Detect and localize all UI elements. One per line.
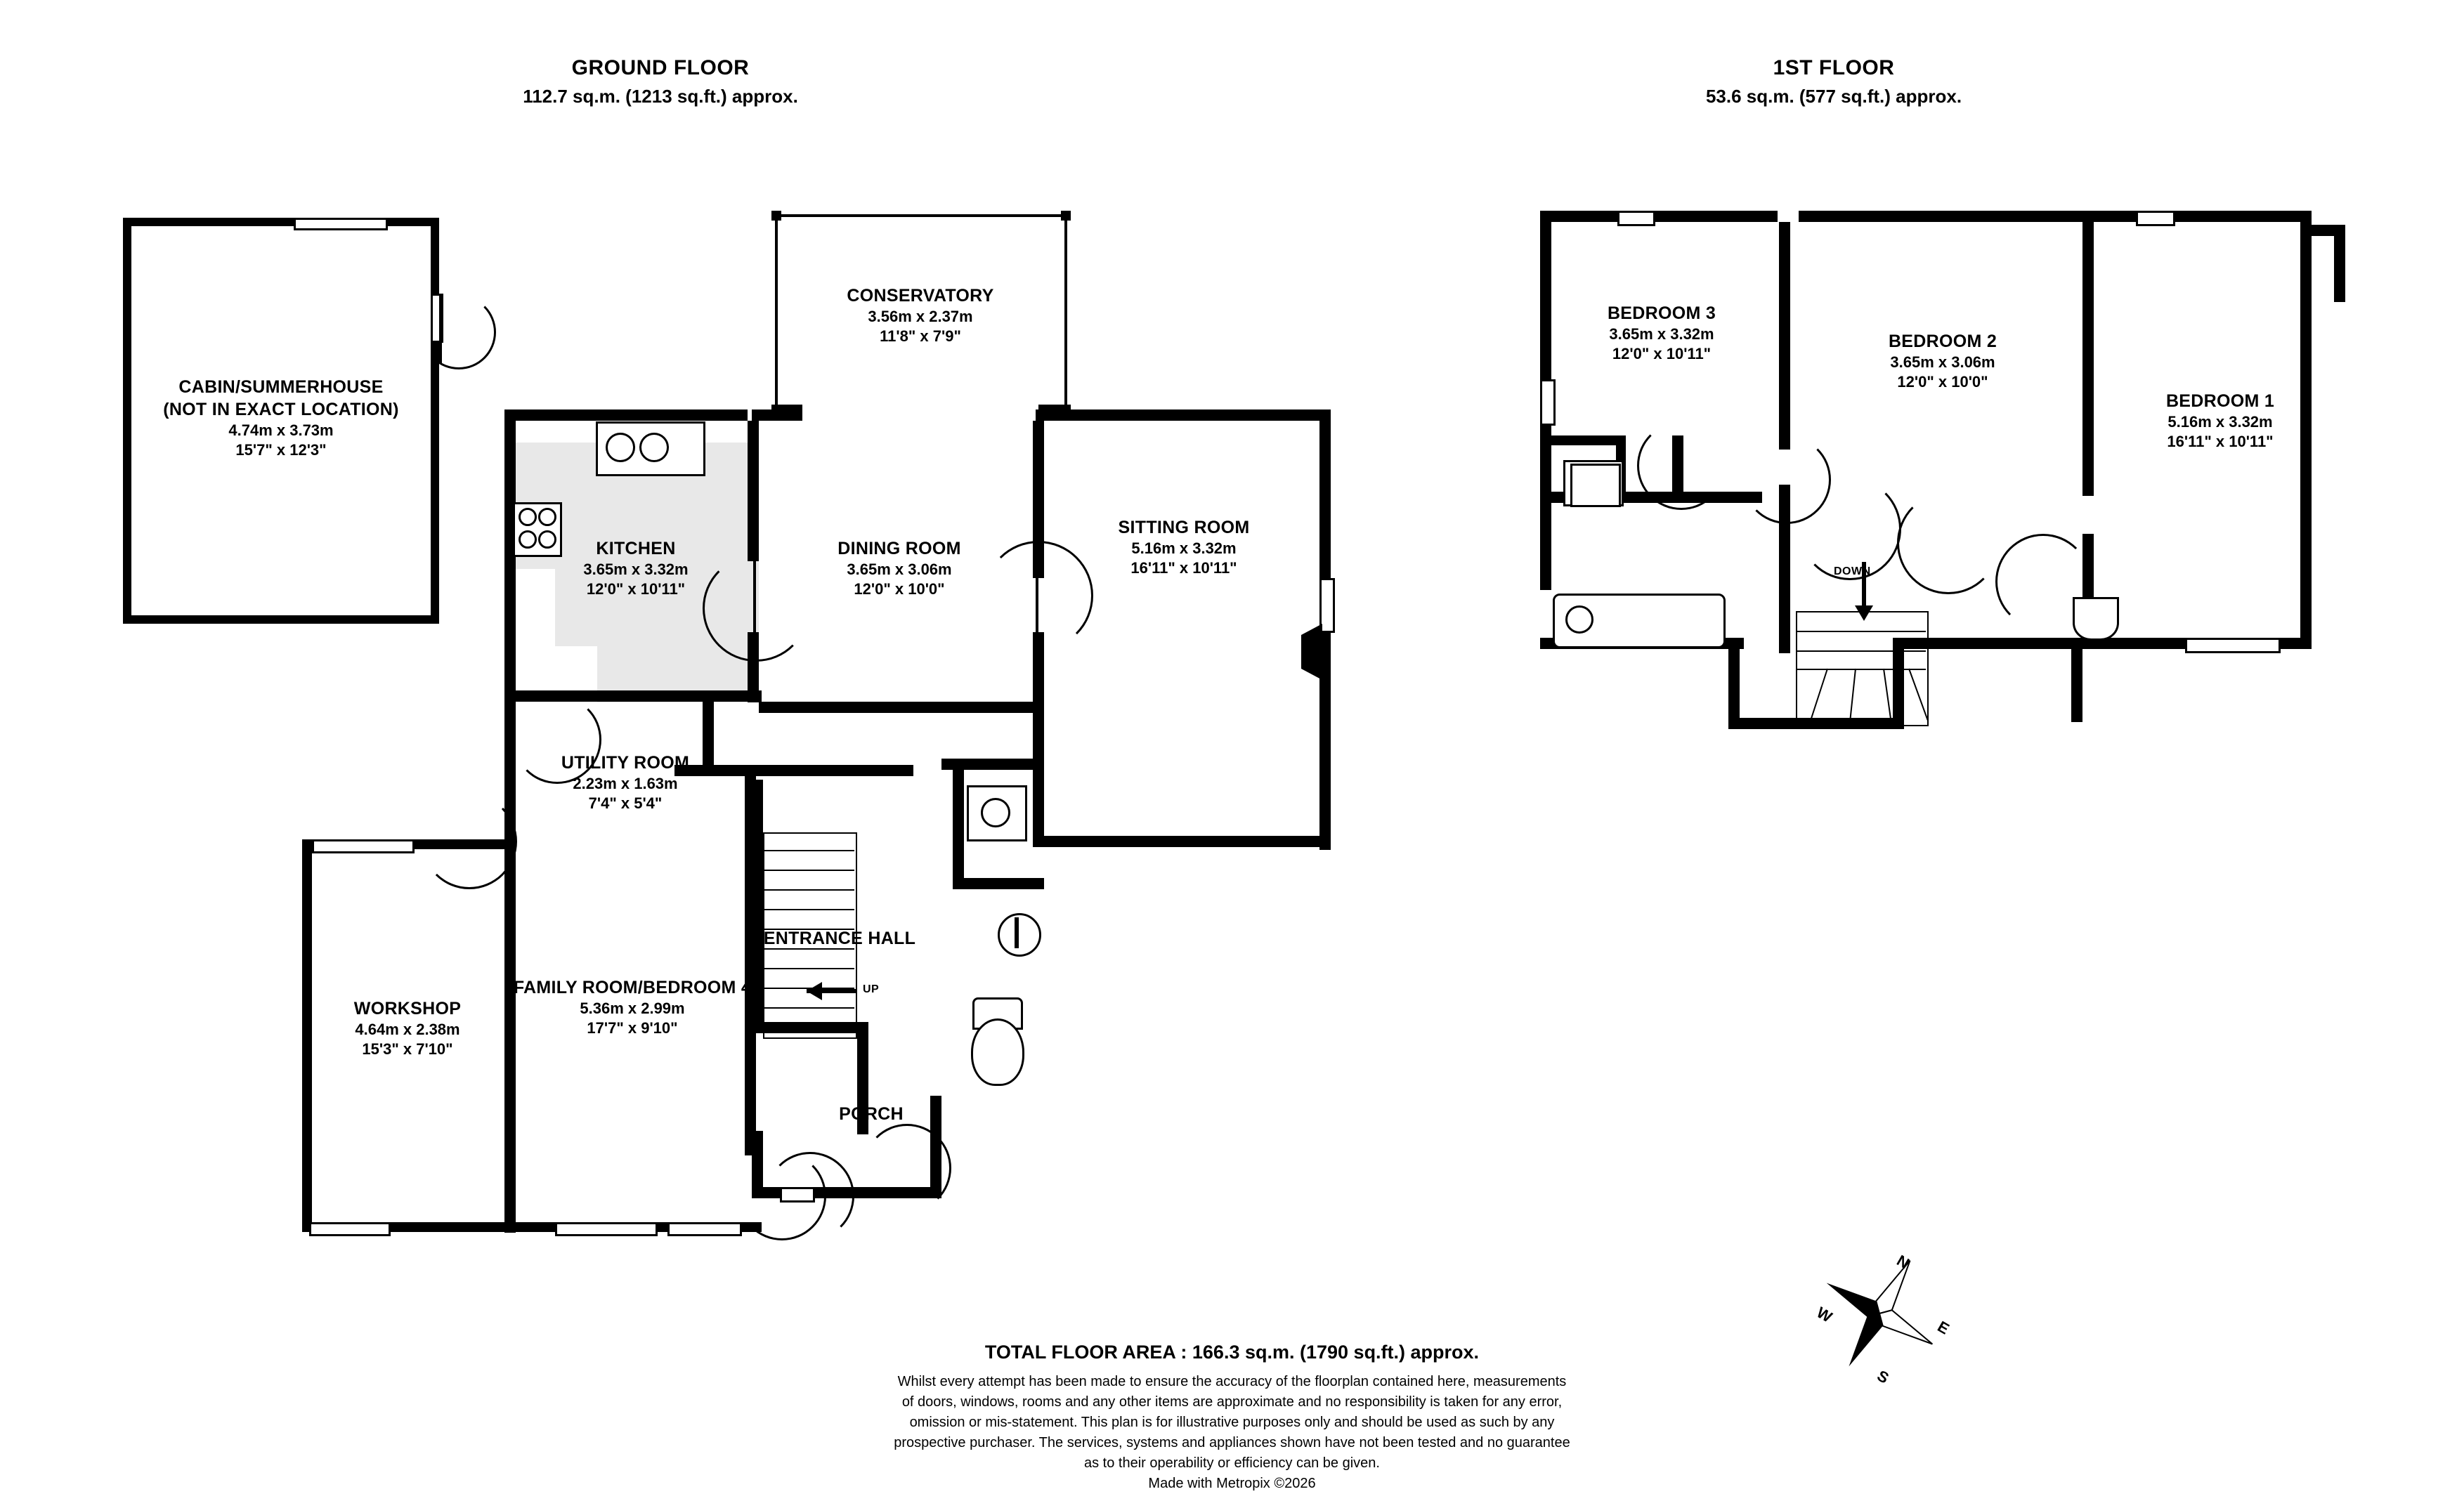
ground-wall-bottom-right [1033,836,1331,847]
footer [0,1342,2464,1494]
ff-ensuite-door-swing [1995,534,2091,629]
cabin-wall-bottom [123,615,439,624]
total-floor-area: TOTAL FLOOR AREA : 166.3 sq.m. (1790 sq.ft.) approx. [984,1342,1480,1363]
room-label-workshop: WORKSHOP 4.64m x 2.38m 15'3" x 7'10" [353,999,462,1059]
room-label-porch: PORCH [839,1104,904,1124]
cabin-wall-right-lower [431,576,439,624]
ff-wall-stairwell-left [1728,638,1740,729]
ff-right-notch-side [2334,225,2345,302]
workshop-wall-right [504,712,516,1233]
hob-burner-1 [519,508,537,526]
ground-wall-top-left [504,409,729,421]
ff-stair-tread [1797,631,1926,632]
conservatory-corner-right [1061,211,1071,221]
ground-wall-top-left2 [729,409,748,421]
ff-landing-door-swing [1799,478,1901,580]
workshop-door-leaf [424,840,509,843]
room-label-bedroom2: BEDROOM 2 3.65m x 3.06m 12'0" x 10'0" [1888,332,1997,391]
disclaimer-line: omission or mis-statement. This plan is for illustrative purposes only and should be used as such by any [909,1415,1555,1430]
stair-tread [764,850,854,851]
room-label-dining: DINING ROOM 3.65m x 3.06m 12'0" x 10'0" [837,539,961,598]
ground-wall-top-mid [752,409,802,421]
ground-wall-hall-top [941,759,1044,770]
disclaimer [0,1372,2464,1494]
sitting-room-fireplace [1301,624,1322,680]
disclaimer-line: of doors, windows, rooms and any other items are approximate and no responsibility is taken for any error, [901,1394,1563,1410]
bathtub-drain [1565,605,1593,634]
hall-radiator-line [1015,917,1019,948]
stair-tread [764,870,854,871]
room-label-bedroom1: BEDROOM 1 5.16m x 3.32m 16'11" x 10'11" [2165,391,2275,451]
room-label-cabin: CABIN/SUMMERHOUSE (NOT IN EXACT LOCATION) 4.74m x 3.73m 15'7" x 12'3" [163,377,399,459]
room-label-entrance-hall: ENTRANCE HALL [763,929,916,948]
hall-left-wall [752,780,763,1033]
room-label-bedroom3: BEDROOM 3 3.65m x 3.32m 12'0" x 10'11" [1607,303,1716,363]
hall-top-wall [759,702,1040,713]
ff-down-label: DOWN [1834,565,1871,577]
room-label-conservatory: CONSERVATORY 3.56m x 2.37m 11'8" x 7'9" [847,286,994,346]
cloakroom-basin-bowl [981,798,1010,827]
disclaimer-line: Whilst every attempt has been made to ensure the accuracy of the floorplan contained here, measurements [897,1374,1567,1389]
stair-up-label: UP [863,983,880,995]
ff-wall-landing-right [2071,638,2082,722]
svg-text:E: E [1934,1317,1953,1338]
first-floor-area: 53.6 sq.m. (577 sq.ft.) approx. [1705,86,1962,107]
ff-window-left [1540,379,1556,426]
svg-text:W: W [1813,1303,1835,1326]
workshop-window-bottom [309,1222,391,1236]
family-room-window-bottom [555,1222,658,1236]
room-label-family: FAMILY ROOM/BEDROOM 4 5.36m x 2.99m 17'7" x 9'10" [513,978,752,1037]
stair-tread [764,889,854,891]
ff-wall-top-b [1651,211,1778,222]
ff-wall-bed3-bed2 [1779,222,1790,450]
wc-pan [971,1018,1024,1086]
hall-radiator-circle [998,913,1041,957]
porch-door-swing [766,1152,854,1240]
conservatory-corner-left [771,211,781,221]
ff-stair-tread [1797,650,1926,652]
ff-window-top-1 [1617,211,1655,226]
room-label-kitchen: KITCHEN 3.65m x 3.32m 12'0" x 10'11" [583,539,689,598]
ff-window-bottom-right [2185,638,2281,653]
ground-floor-title: GROUND FLOOR [571,56,750,79]
first-floor-header [1609,56,2059,107]
ground-wall-top-right [1036,409,1331,421]
cabin-door-swing [422,295,496,369]
kitchen-sink-bowl-2 [639,433,669,462]
cabin-wall-right-upper [431,218,439,295]
cabin-door-leaf [439,294,442,364]
kitchen-sink-bowl-1 [606,433,635,462]
ground-floor-header [436,56,885,107]
porch-inner-door-swing [863,1124,951,1212]
disclaimer-line: as to their operability or efficiency can be given. [1084,1455,1380,1471]
family-room-window-bottom-2 [667,1222,742,1236]
hob-burner-2 [538,508,556,526]
room-label-utility: UTILITY ROOM 2.23m x 1.63m 7'4" x 5'4" [561,753,690,813]
stair-tread [764,1007,854,1009]
ff-wall-top-c [1799,211,2136,222]
ff-wall-bed2-bed1 [2082,222,2094,496]
conservatory-glass-top [781,214,1061,217]
ground-wall-hall-right [1033,759,1044,847]
ff-wall-left-lower [1540,421,1551,590]
dining-door-leaf [1036,575,1038,645]
cabin-wall-right-seg [431,541,439,577]
svg-text:N: N [1893,1251,1912,1273]
ff-wall-top-a [1540,211,1617,222]
disclaimer-line: prospective purchaser. The services, systems and appliances shown have not been tested and no guarantee [894,1435,1570,1450]
ground-floor-area: 112.7 sq.m. (1213 sq.ft.) approx. [523,86,798,107]
cabin-wall-top [123,218,439,226]
ff-window-top-2 [2136,211,2175,226]
workshop-window-top [312,839,415,853]
cloakroom-bottom-wall [953,878,1044,889]
ff-bathroom-wall-h [1551,435,1622,445]
credit-line: Made with Metropix ©2026 [1148,1476,1316,1491]
ground-wall-left-lower [504,690,516,712]
stair-tread [764,909,854,910]
first-floor-title: 1ST FLOOR [1773,56,1895,79]
cloakroom-left-wall [953,770,964,889]
ff-bed3-door-swing [1637,421,1726,510]
utility-door-leaf [517,699,594,702]
ff-bed1-door-swing [1897,492,2000,594]
ground-wall-right-upper [1319,409,1331,578]
bathroom-shower-tray [1570,464,1621,507]
ff-stair-tread [1797,669,1926,670]
svg-text:S: S [1874,1366,1892,1387]
dining-sitting-wall-lower [1033,632,1044,759]
room-label-sitting: SITTING ROOM 5.16m x 3.32m 16'11" x 10'11" [1118,518,1250,577]
ff-wall-top-d [2171,211,2312,222]
stair-tread [764,968,854,969]
cabin-window-top [294,218,388,230]
